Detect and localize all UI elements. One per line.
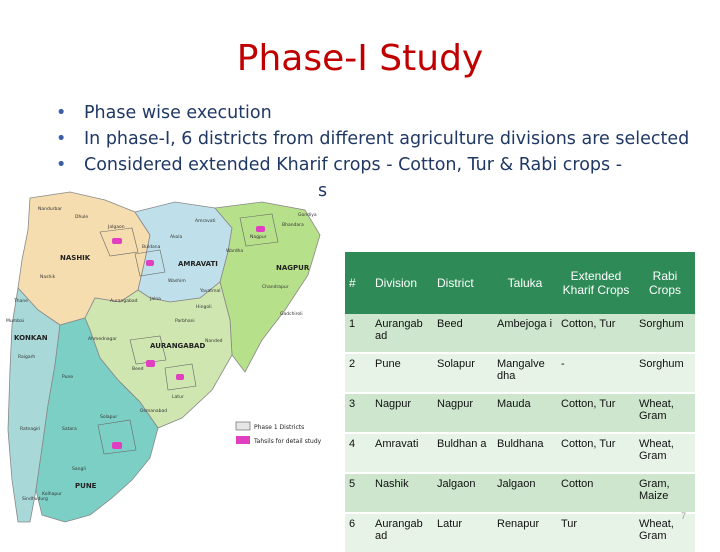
table-row [345, 513, 695, 552]
district-label: Chandrapur [262, 285, 289, 290]
district-label: Ratnagiri [20, 427, 41, 432]
division-label: NASHIK [60, 254, 91, 262]
bullet-item: • In phase-I, 6 districts from different agriculture divisions are selected [56, 126, 696, 152]
district-label: Satara [62, 427, 77, 432]
bullet-list [56, 100, 696, 204]
table-row [345, 393, 695, 433]
district-label: Akola [170, 235, 183, 240]
table-cell: Aurangab ad [371, 513, 433, 552]
table-cell: Gram, Maize [635, 473, 695, 513]
table-cell: Jalgaon [493, 473, 557, 513]
table-cell: 6 [345, 513, 371, 552]
table-cell: Beed [433, 314, 493, 353]
table-row [345, 473, 695, 513]
district-label: Gadchiroli [280, 312, 303, 317]
district-label: Sangli [72, 467, 86, 472]
maharashtra-map [0, 190, 345, 530]
table-cell: Cotton, Tur [557, 433, 635, 473]
tahsil-mangalvedha [112, 442, 122, 449]
district-label: Parbhani [175, 319, 195, 324]
table-header-cell: Taluka [493, 252, 557, 314]
table-cell: Solapur [433, 353, 493, 393]
district-label: Jalgaon [108, 225, 125, 230]
table-header-cell: District [433, 252, 493, 314]
district-label: Hingoli [196, 305, 212, 310]
table-cell: Jalgaon [433, 473, 493, 513]
district-label: Nanded [205, 339, 223, 344]
table-cell: Amravati [371, 433, 433, 473]
district-label: Osmanabad [140, 409, 168, 414]
phase1-districts-table [345, 252, 695, 552]
table-cell: - [557, 353, 635, 393]
district-label: Sindhudurg [22, 497, 48, 502]
tahsil-legend-swatch [236, 436, 250, 444]
tahsil-jalgaon [112, 238, 122, 244]
table-header-cell: # [345, 252, 371, 314]
district-label: Washim [168, 279, 186, 284]
district-label: Latur [172, 395, 184, 400]
table-cell: Wheat, Gram [635, 433, 695, 473]
bullet-dot-icon: • [56, 155, 67, 175]
district-label: Amravati [195, 219, 216, 224]
legend-label: Phase 1 Districts [254, 424, 305, 431]
district-label: Beed [132, 367, 144, 372]
phase1-legend-swatch [236, 422, 250, 430]
table-cell: Mangalve dha [493, 353, 557, 393]
table-cell: Cotton [557, 473, 635, 513]
district-label: Nagpur [250, 235, 267, 240]
table-cell: Aurangab ad [371, 314, 433, 353]
table-cell: Pune [371, 353, 433, 393]
district-label: Thane [14, 299, 28, 304]
table-cell: Nashik [371, 473, 433, 513]
division-label: KONKAN [14, 334, 48, 342]
division-label: PUNE [75, 482, 97, 490]
table-cell: 3 [345, 393, 371, 433]
table-cell: Sorghum [635, 314, 695, 353]
district-label: Gondiya [298, 213, 317, 218]
bullet-item: • Phase wise execution [56, 100, 696, 126]
table-cell: Ambejoga i [493, 314, 557, 353]
division-label: AMRAVATI [178, 260, 218, 268]
district-label: Aurangabad [110, 299, 138, 304]
table-header-cell: Rabi Crops [635, 252, 695, 314]
table-cell: Tur [557, 513, 635, 552]
table-cell: Cotton, Tur [557, 314, 635, 353]
table-cell: Nagpur [371, 393, 433, 433]
table-cell: Cotton, Tur [557, 393, 635, 433]
district-label: Bhandara [282, 223, 304, 228]
table-cell: Buldhan a [433, 433, 493, 473]
district-label: Raigarh [18, 355, 36, 360]
tahsil-renapur [176, 374, 184, 380]
district-label: Yavatmal [200, 289, 221, 294]
table-row [345, 433, 695, 473]
table-cell: Wheat, Gram [635, 393, 695, 433]
district-label: Nashik [40, 275, 56, 280]
district-label: Solapur [100, 415, 118, 420]
table-cell: Renapur [493, 513, 557, 552]
district-label: Kolhapur [42, 492, 62, 497]
district-label: Mumbai [6, 319, 24, 324]
table-header-cell: Extended Kharif Crops [557, 252, 635, 314]
slide-title: Phase-I Study [236, 38, 484, 79]
district-label: Dhule [75, 215, 89, 220]
table-row [345, 314, 695, 353]
bullet-item-continuation: s [318, 181, 328, 201]
legend-label: Tahsils for detail study [254, 438, 322, 445]
district-label: Pune [62, 375, 74, 380]
table-cell: Wheat, Gram [635, 513, 695, 552]
table-cell: Mauda [493, 393, 557, 433]
bullet-dot-icon: • [56, 129, 67, 149]
table-cell: Sorghum [635, 353, 695, 393]
table-cell: 5 [345, 473, 371, 513]
page-number: 7 [680, 511, 686, 521]
table-cell: Latur [433, 513, 493, 552]
district-label: Wardha [226, 249, 244, 254]
division-label: AURANGABAD [150, 342, 206, 350]
table-cell: 2 [345, 353, 371, 393]
bullet-dot-icon: • [56, 103, 67, 123]
table-cell: Nagpur [433, 393, 493, 433]
district-label: Jalna [150, 297, 161, 302]
table-header-row [345, 252, 695, 314]
tahsil-mauda [256, 226, 265, 232]
district-label: Buldana [142, 245, 161, 250]
tahsil-buldhana [146, 260, 154, 266]
table-cell: Buldhana [493, 433, 557, 473]
district-label: Nandurbar [38, 207, 62, 212]
district-label: Ahmednagar [88, 337, 118, 342]
tahsil-ambejogai [146, 360, 155, 367]
bullet-item: • Considered extended Kharif crops - Cotton, Tur & Rabi crops - [56, 152, 696, 178]
table-cell: 1 [345, 314, 371, 353]
table-cell: 4 [345, 433, 371, 473]
table-header-cell: Division [371, 252, 433, 314]
division-label: NAGPUR [276, 264, 310, 272]
table-row [345, 353, 695, 393]
